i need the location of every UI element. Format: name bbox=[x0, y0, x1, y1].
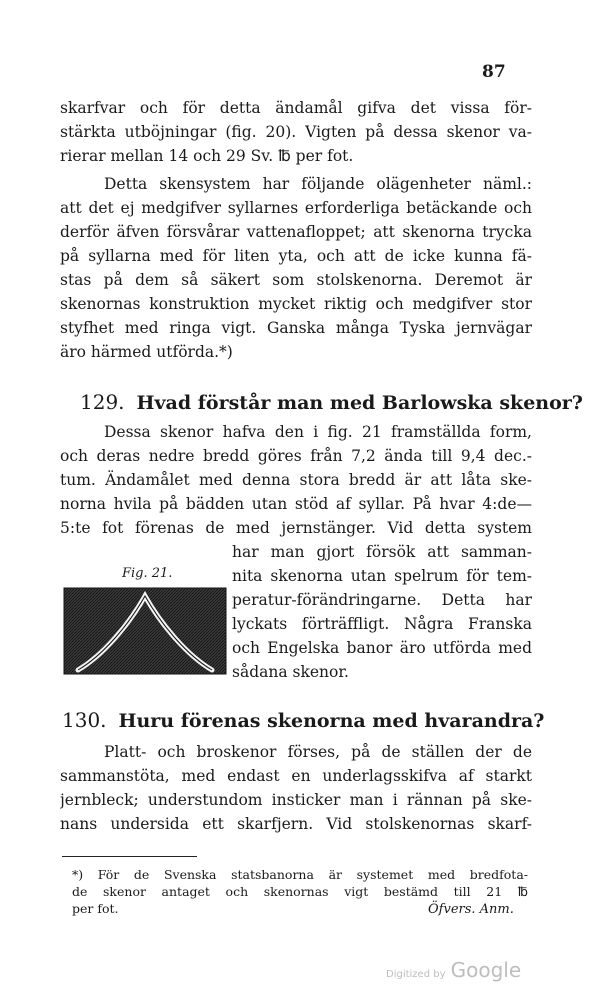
text-line: nans undersida ett skarfjern. Vid stolskenornas skarf- bbox=[60, 815, 532, 833]
text-line: sådana skenor. bbox=[232, 663, 349, 681]
text-line: styfhet med ringa vigt. Ganska många Tyska jernvägar bbox=[60, 319, 532, 337]
text-line: lyckats förträffligt. Några Franska bbox=[232, 615, 532, 633]
text-line: stas på dem så säkert som stolskenorna. Deremot är bbox=[60, 271, 532, 289]
text-line: sammanstöta, med endast en underlagsskifva af starkt bbox=[60, 767, 532, 785]
paragraph-4 bbox=[60, 740, 532, 836]
section-number: 129. bbox=[80, 390, 125, 414]
paragraph-2 bbox=[60, 172, 532, 364]
footnote-divider bbox=[62, 856, 197, 857]
section-129-heading bbox=[80, 390, 583, 414]
text-line: tum. Ändamålet med denna stora bredd är att låta ske- bbox=[60, 471, 532, 489]
text-line: att det ej medgifver syllarnes erforderliga betäckande och bbox=[60, 199, 532, 217]
text-line: Dessa skenor hafva den i fig. 21 framställda form, bbox=[104, 423, 532, 441]
footnote-line: *) För de Svenska statsbanorna är systemet med bredfota- bbox=[72, 867, 528, 882]
paragraph-3-wrap bbox=[232, 540, 532, 684]
google-logo: Google bbox=[450, 958, 522, 982]
text-line: äro härmed utförda.*) bbox=[60, 343, 233, 361]
page-number: 87 bbox=[482, 62, 506, 82]
section-title: Hvad förstår man med Barlowska skenor? bbox=[136, 392, 583, 414]
barlow-rail-illustration bbox=[62, 586, 228, 678]
figure-21 bbox=[62, 558, 228, 678]
text-line: och deras nedre bredd göres från 7,2 ända till 9,4 dec.- bbox=[60, 447, 532, 465]
figure-label: Fig. 21. bbox=[122, 566, 173, 581]
text-line: rierar mellan 14 och 29 Sv. ℔ per fot. bbox=[60, 147, 354, 165]
section-number: 130. bbox=[62, 708, 107, 732]
paragraph-3 bbox=[60, 420, 532, 540]
section-130-heading bbox=[62, 708, 544, 732]
footnote-line: de skenor antaget och skenornas vigt bestämd till 21 ℔ bbox=[72, 884, 528, 899]
text-line: har man gjort försök att samman- bbox=[232, 543, 532, 561]
text-line: peratur-förändringarne. Detta har bbox=[232, 591, 532, 609]
text-line: stärkta utböjningar (fig. 20). Vigten på dessa skenor va- bbox=[60, 123, 532, 141]
section-title: Huru förenas skenorna med hvarandra? bbox=[118, 710, 545, 732]
digitized-watermark bbox=[386, 958, 521, 982]
text-line: Detta skensystem har följande olägenheter näml.: bbox=[104, 175, 532, 193]
text-line: skarfvar och för detta ändamål gifva det vissa för- bbox=[60, 99, 532, 117]
paragraph-1 bbox=[60, 96, 532, 168]
footnote-signature: Öfvers. Anm. bbox=[428, 902, 514, 917]
text-line: jernbleck; understundom insticker man i rännan på ske- bbox=[60, 791, 532, 809]
footnote-line: per fot. bbox=[72, 901, 119, 916]
text-line: derför äfven försvårar vattenafloppet; att skenorna trycka bbox=[60, 223, 532, 241]
text-line: och Engelska banor äro utförda med bbox=[232, 639, 532, 657]
text-line: nita skenorna utan spelrum för tem- bbox=[232, 567, 532, 585]
text-line: norna hvila på bädden utan stöd af syllar. På hvar 4:de— bbox=[60, 495, 532, 513]
watermark-prefix: Digitized by bbox=[386, 969, 446, 980]
text-line: Platt- och broskenor förses, på de ställen der de bbox=[104, 743, 532, 761]
text-line: 5:te fot förenas de med jernstänger. Vid detta system bbox=[60, 519, 532, 537]
text-line: skenornas konstruktion mycket riktig och medgifver stor bbox=[60, 295, 532, 313]
text-line: på syllarna med för liten yta, och att de icke kunna fä- bbox=[60, 247, 532, 265]
